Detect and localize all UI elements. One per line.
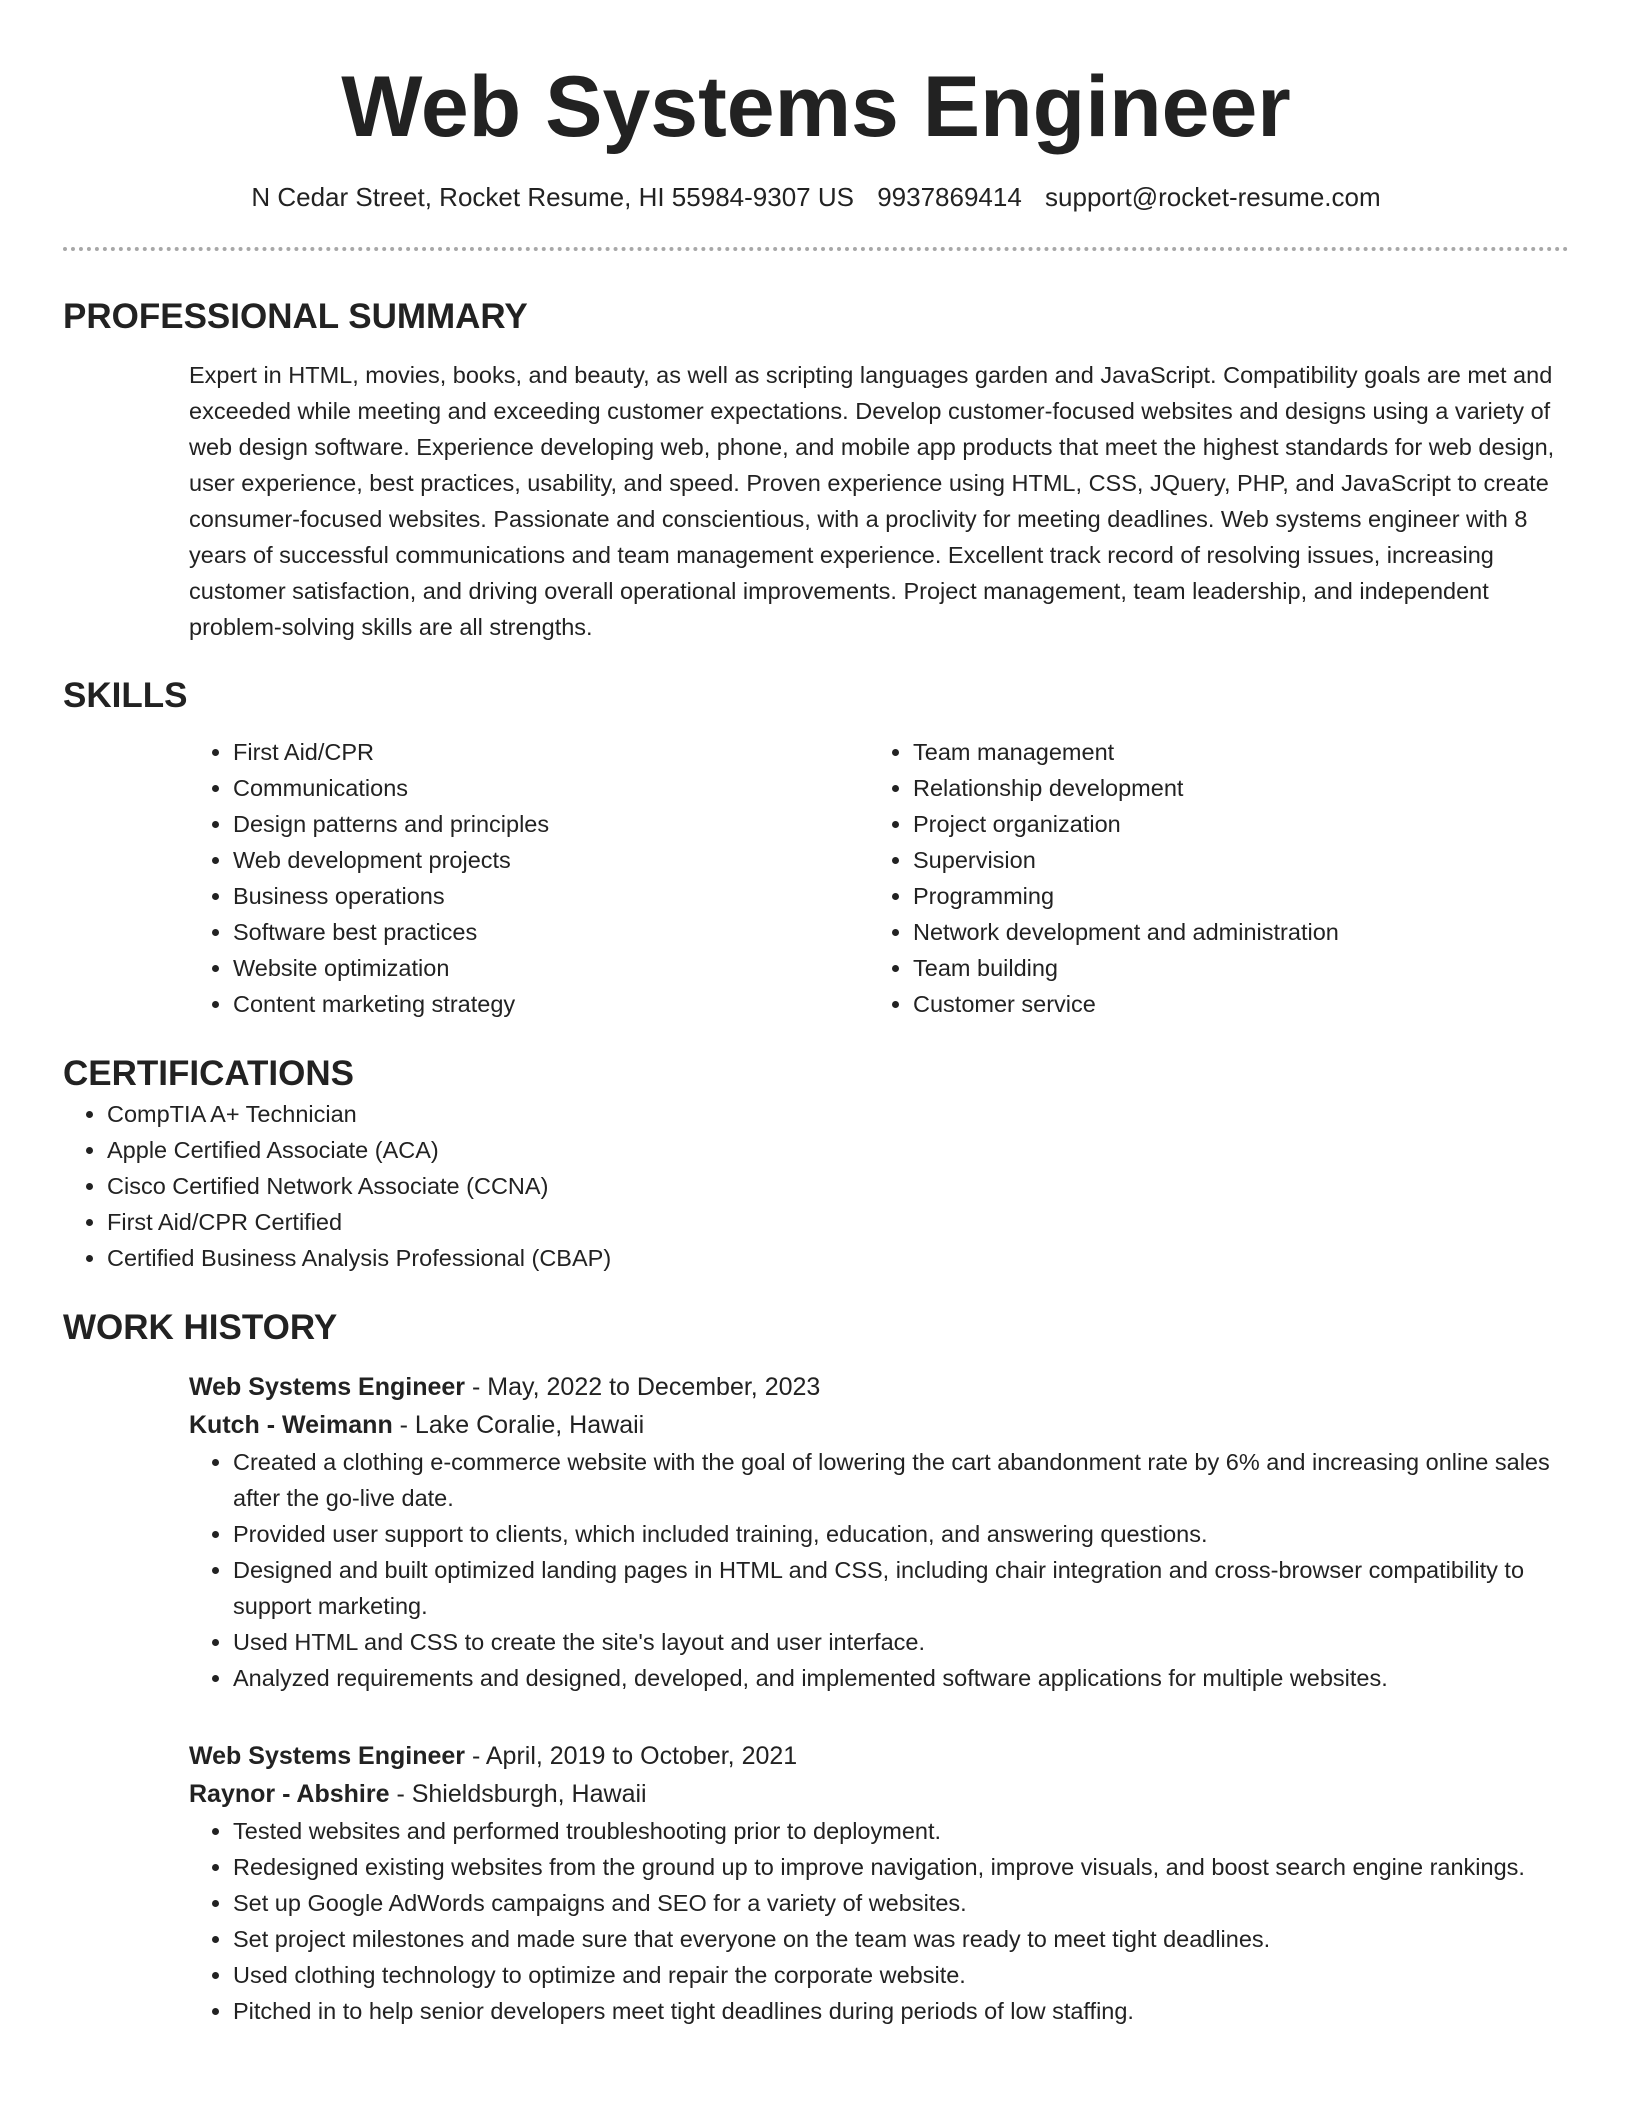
job-company: Kutch - Weimann xyxy=(189,1411,393,1439)
certifications-heading: CERTIFICATIONS xyxy=(63,1054,355,1093)
job-company-line xyxy=(189,1406,1569,1444)
job-bullet: • Tested websites and performed troubleshooting prior to deployment. xyxy=(233,1813,1569,1849)
skills-list-left xyxy=(189,734,869,1022)
skills-heading: SKILLS xyxy=(63,676,188,715)
skill-item: • Programming xyxy=(913,878,1549,914)
skill-item: • Relationship development xyxy=(913,770,1549,806)
job-bullet: • Used clothing technology to optimize and repair the corporate website. xyxy=(233,1957,1569,1993)
skill-item: • Content marketing strategy xyxy=(233,986,869,1022)
skill-item: • Project organization xyxy=(913,806,1549,842)
skill-item: • Software best practices xyxy=(233,914,869,950)
header-divider xyxy=(63,247,1569,251)
work-history-heading: WORK HISTORY xyxy=(63,1308,338,1347)
summary-text: Expert in HTML, movies, books, and beauty, as well as scripting languages garden and JavaScript. Compatibility goals are met and exceeded while meeting and exceeding customer expectations. Develop customer-focused websites and designs using a variety of web design software. Experience developing web, phone, and mobile app products that meet the highest standards for web design, user experience, best practices, usability, and speed. Proven experience using HTML, CSS, JQuery, PHP, and JavaScript to create consumer-focused websites. Passionate and conscientious, with a proclivity for meeting deadlines. Web systems engineer with 8 years of successful communications and team management experience. Excellent track record of resolving issues, increasing customer satisfaction, and driving overall operational improvements. Project management, team leadership, and independent problem-solving skills are all strengths. xyxy=(189,362,1555,640)
certification-item: • Cisco Certified Network Associate (CCNA) xyxy=(107,1168,1569,1204)
job-bullet: • Set project milestones and made sure that everyone on the team was ready to meet tight deadlines. xyxy=(233,1921,1569,1957)
job-title-line xyxy=(189,1737,1569,1775)
summary-section xyxy=(63,295,1569,645)
summary-heading: PROFESSIONAL SUMMARY xyxy=(63,297,528,336)
skill-item: • Communications xyxy=(233,770,869,806)
skill-item: • Supervision xyxy=(913,842,1549,878)
job-bullet: • Created a clothing e-commerce website with the goal of lowering the cart abandonment rate by 6% and increasing online sales after the go-live date. xyxy=(233,1444,1569,1516)
contact-line xyxy=(63,180,1569,214)
job-title: Web Systems Engineer xyxy=(189,1742,466,1770)
resume-name: Web Systems Engineer xyxy=(341,59,1291,155)
skills-section xyxy=(63,674,1569,1022)
job-bullet: • Used HTML and CSS to create the site's layout and user interface. xyxy=(233,1624,1569,1660)
job-company-line xyxy=(189,1775,1569,1813)
skill-item: • Customer service xyxy=(913,986,1549,1022)
job-bullet: • Set up Google AdWords campaigns and SEO for a variety of websites. xyxy=(233,1885,1569,1921)
skill-item: • Team building xyxy=(913,950,1549,986)
skill-item: • Network development and administration xyxy=(913,914,1549,950)
job-title-line xyxy=(189,1368,1569,1406)
job-dates: - April, 2019 to October, 2021 xyxy=(465,1742,798,1770)
skill-item: • Team management xyxy=(913,734,1549,770)
job-bullet: • Pitched in to help senior developers meet tight deadlines during periods of low staffing. xyxy=(233,1993,1569,2029)
skill-item: • Business operations xyxy=(233,878,869,914)
job-bullet: • Redesigned existing websites from the ground up to improve navigation, improve visuals, and boost search engine rankings. xyxy=(233,1849,1569,1885)
certifications-section xyxy=(63,1052,1569,1276)
job-location: - Lake Coralie, Hawaii xyxy=(392,1411,645,1439)
work-history-section xyxy=(63,1306,1569,2029)
job-entry xyxy=(189,1368,1569,1696)
contact-address: N Cedar Street, Rocket Resume, HI 55984-9307 US xyxy=(251,182,854,212)
job-bullet: • Analyzed requirements and designed, developed, and implemented software applications for multiple websites. xyxy=(233,1660,1569,1696)
certification-item: • CompTIA A+ Technician xyxy=(107,1096,1569,1132)
skill-item: • Design patterns and principles xyxy=(233,806,869,842)
skill-item: • Website optimization xyxy=(233,950,869,986)
certifications-list xyxy=(63,1096,1569,1276)
job-bullets xyxy=(189,1813,1569,2029)
certification-item: • First Aid/CPR Certified xyxy=(107,1204,1569,1240)
certification-item: • Apple Certified Associate (ACA) xyxy=(107,1132,1569,1168)
contact-phone: 9937869414 xyxy=(877,182,1022,212)
skills-list-right xyxy=(869,734,1549,1022)
certification-item: • Certified Business Analysis Professional (CBAP) xyxy=(107,1240,1569,1276)
job-dates: - May, 2022 to December, 2023 xyxy=(465,1373,821,1401)
skill-item: • First Aid/CPR xyxy=(233,734,869,770)
job-bullet: • Designed and built optimized landing pages in HTML and CSS, including chair integration and cross-browser compatibility to support marketing. xyxy=(233,1552,1569,1624)
job-title: Web Systems Engineer xyxy=(189,1373,466,1401)
job-entry xyxy=(189,1737,1569,2029)
job-bullet: • Provided user support to clients, which included training, education, and answering questions. xyxy=(233,1516,1569,1552)
job-company: Raynor - Abshire xyxy=(189,1780,390,1808)
contact-email: support@rocket-resume.com xyxy=(1045,182,1381,212)
job-bullets xyxy=(189,1444,1569,1696)
skill-item: • Web development projects xyxy=(233,842,869,878)
skills-grid xyxy=(189,734,1569,1022)
job-location: - Shieldsburgh, Hawaii xyxy=(389,1780,647,1808)
